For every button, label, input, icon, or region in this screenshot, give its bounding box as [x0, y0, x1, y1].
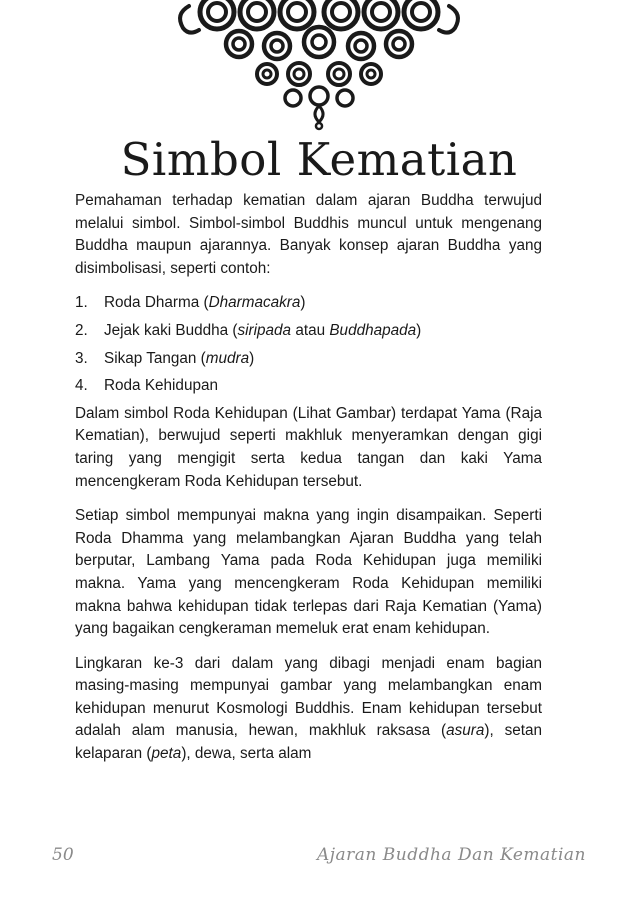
symbol-list	[75, 292, 542, 397]
page-title: Simbol Kematian	[120, 133, 518, 186]
list-item: 2. Jejak kaki Buddha (siripada atau Buddhapada)	[75, 320, 542, 343]
list-item: 4. Roda Kehidupan	[75, 375, 542, 398]
list-number: 4.	[75, 377, 88, 395]
body-text	[75, 190, 542, 778]
running-title: Ajaran Buddha Dan Kematian	[316, 845, 586, 865]
spiral-ornament-icon	[169, 0, 469, 132]
list-number: 2.	[75, 321, 88, 339]
list-item: 3. Sikap Tangan (mudra)	[75, 348, 542, 371]
yama-paragraph: Dalam simbol Roda Kehidupan (Lihat Gambar) terdapat Yama (Raja Kematian), berwujud seperti makhluk menyeramkan dengan gigi taring yang mengigit serta kedua tangan dan kaki Yama mencengkeram Roda Kehidupan tersebut.	[75, 404, 542, 490]
page-footer	[52, 845, 586, 865]
meaning-paragraph: Setiap simbol mempunyai makna yang ingin disampaikan. Seperti Roda Dhamma yang melambangkan Ajaran Buddha yang telah berputar, Lambang Yama pada Roda Kehidupan juga memiliki makna. Yama yang mencengkeram Roda Kehidupan memiliki makna bahwa kehidupan tidak terlepas dari Raja Kematian (Yama) yang bagaikan cengkeraman memeluk erat enam kehidupan.	[75, 507, 542, 638]
page-number: 50	[52, 845, 74, 865]
intro-paragraph: Pemahaman terhadap kematian dalam ajaran Buddha terwujud melalui simbol. Simbol-simbol Buddhis muncul untuk mengenang Buddha maupun ajarannya. Banyak konsep ajaran Buddha yang disimbolisasi, seperti contoh:	[75, 192, 542, 277]
list-item: 1. Roda Dharma (Dharmacakra)	[75, 292, 542, 315]
list-number: 3.	[75, 349, 88, 367]
list-number: 1.	[75, 294, 88, 312]
circle-paragraph: Lingkaran ke-3 dari dalam yang dibagi menjadi enam bagian masing-masing mempunyai gambar yang melambangkan enam kehidupan menurut Kosmologi Buddhis. Enam kehidupan tersebut adalah alam manusia, hewan, makhluk raksasa (asura), setan kelaparan (peta), dewa, serta alam	[75, 654, 542, 763]
